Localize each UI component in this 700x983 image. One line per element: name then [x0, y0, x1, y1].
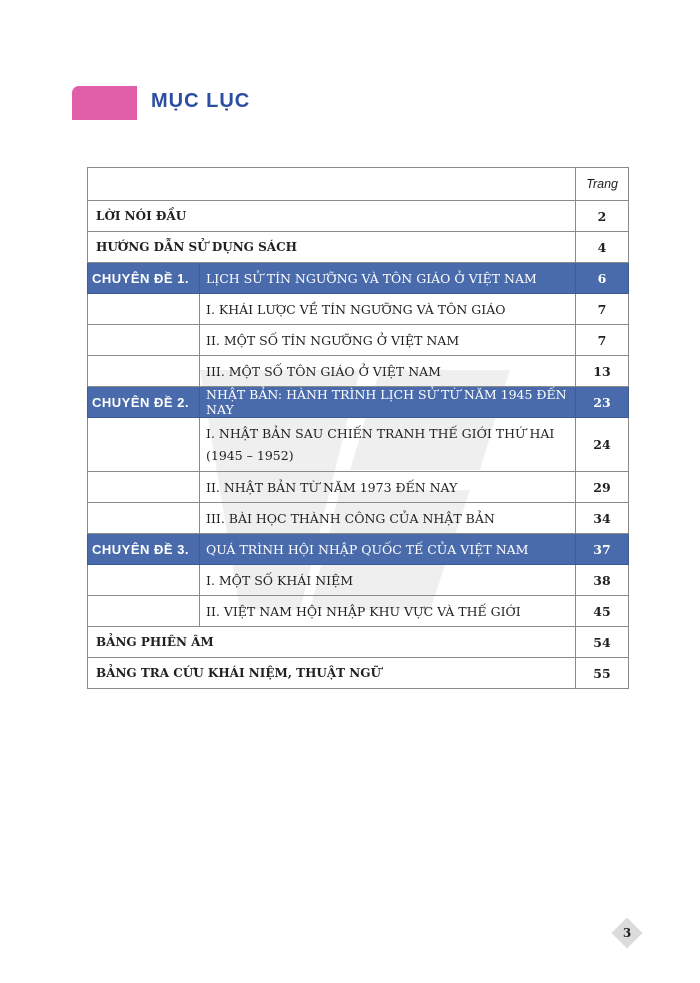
toc-entry-title[interactable]: BẢNG PHIÊN ÂM — [88, 627, 576, 658]
toc-section-title[interactable] — [200, 325, 576, 356]
toc-chapter-code: CHUYÊN ĐỀ 1. — [88, 263, 200, 294]
toc-chapter-code: CHUYÊN ĐỀ 2. — [88, 387, 200, 418]
toc-section-title[interactable] — [200, 503, 576, 534]
title-accent-block — [72, 86, 137, 120]
toc-section-row[interactable] — [88, 596, 629, 627]
toc-section-page: 24 — [576, 418, 629, 472]
toc-section-page: 38 — [576, 565, 629, 596]
toc-section-indent — [88, 596, 200, 627]
toc-section-row[interactable] — [88, 472, 629, 503]
toc-section-row[interactable] — [88, 294, 629, 325]
toc-entry-page: 2 — [576, 201, 629, 232]
toc-section-title-text: I. KHÁI LƯỢC VỀ TÍN NGƯỠNG VÀ TÔN GIÁO — [206, 301, 506, 317]
toc-section-row[interactable] — [88, 503, 629, 534]
toc-section-indent — [88, 356, 200, 387]
toc-chapter-row[interactable] — [88, 534, 629, 565]
toc-section-title[interactable] — [200, 565, 576, 596]
toc-section-title-text: II. MỘT SỐ TÍN NGƯỠNG Ở VIỆT NAM — [206, 332, 460, 348]
toc-entry[interactable] — [88, 201, 629, 232]
toc-entry[interactable] — [88, 627, 629, 658]
toc-entry-title[interactable]: LỜI NÓI ĐẦU — [88, 201, 576, 232]
toc-section-page: 7 — [576, 325, 629, 356]
toc-section-title-text: III. MỘT SỐ TÔN GIÁO Ở VIỆT NAM — [206, 363, 441, 379]
toc-entry-title[interactable]: HƯỚNG DẪN SỬ DỤNG SÁCH — [88, 232, 576, 263]
toc-section-title[interactable] — [200, 356, 576, 387]
toc-chapter-row[interactable] — [88, 387, 629, 418]
toc-section-indent — [88, 472, 200, 503]
toc-section-indent — [88, 294, 200, 325]
toc-section-page: 7 — [576, 294, 629, 325]
toc-section-title-text: I. MỘT SỐ KHÁI NIỆM — [206, 572, 354, 588]
toc-entry-page: 4 — [576, 232, 629, 263]
toc-section-indent — [88, 565, 200, 596]
table-of-contents — [87, 167, 629, 689]
toc-section-row[interactable] — [88, 565, 629, 596]
toc-section-indent — [88, 503, 200, 534]
page-number: 3 — [622, 926, 632, 940]
toc-chapter-title[interactable]: LỊCH SỬ TÍN NGƯỠNG VÀ TÔN GIÁO Ở VIỆT NAM — [200, 263, 576, 294]
toc-section-indent — [88, 418, 200, 472]
toc-section-page: 45 — [576, 596, 629, 627]
toc-section-title-text: I. NHẬT BẢN SAU CHIẾN TRANH THẾ GIỚI THỨ HAI — [206, 425, 555, 441]
toc-section-title[interactable] — [200, 294, 576, 325]
toc-section-title-text: II. VIỆT NAM HỘI NHẬP KHU VỰC VÀ THẾ GIỚI — [206, 603, 521, 619]
toc-chapter-page: 23 — [576, 387, 629, 418]
toc-section-row[interactable] — [88, 356, 629, 387]
toc-section-indent — [88, 325, 200, 356]
toc-section-page: 13 — [576, 356, 629, 387]
toc-chapter-page: 6 — [576, 263, 629, 294]
toc-header-blank — [88, 168, 576, 201]
toc-entry-title[interactable]: BẢNG TRA CỨU KHÁI NIỆM, THUẬT NGỮ — [88, 658, 576, 689]
toc-chapter-page: 37 — [576, 534, 629, 565]
toc-section-title[interactable] — [200, 472, 576, 503]
toc-chapter-code: CHUYÊN ĐỀ 3. — [88, 534, 200, 565]
toc-section-page: 34 — [576, 503, 629, 534]
toc-chapter-row[interactable] — [88, 263, 629, 294]
toc-section-title[interactable] — [200, 418, 576, 472]
toc-entry[interactable] — [88, 232, 629, 263]
toc-section-title-line2: (1945 – 1952) — [206, 447, 294, 463]
toc-chapter-title[interactable]: NHẬT BẢN: HÀNH TRÌNH LỊCH SỬ TỪ NĂM 1945 ĐẾN NAY — [200, 387, 576, 418]
toc-entry-page: 55 — [576, 658, 629, 689]
toc-section-row[interactable] — [88, 418, 629, 472]
toc-entry[interactable] — [88, 658, 629, 689]
toc-section-row[interactable] — [88, 325, 629, 356]
toc-section-page: 29 — [576, 472, 629, 503]
toc-chapter-title[interactable]: QUÁ TRÌNH HỘI NHẬP QUỐC TẾ CỦA VIỆT NAM — [200, 534, 576, 565]
toc-header-row — [88, 168, 629, 201]
toc-page-column-header: Trang — [576, 168, 629, 201]
toc-section-title-text: II. NHẬT BẢN TỪ NĂM 1973 ĐẾN NAY — [206, 479, 458, 495]
page-title: MỤC LỤC — [151, 90, 251, 112]
toc-section-title[interactable] — [200, 596, 576, 627]
toc-entry-page: 54 — [576, 627, 629, 658]
toc-section-title-text: III. BÀI HỌC THÀNH CÔNG CỦA NHẬT BẢN — [206, 510, 495, 526]
